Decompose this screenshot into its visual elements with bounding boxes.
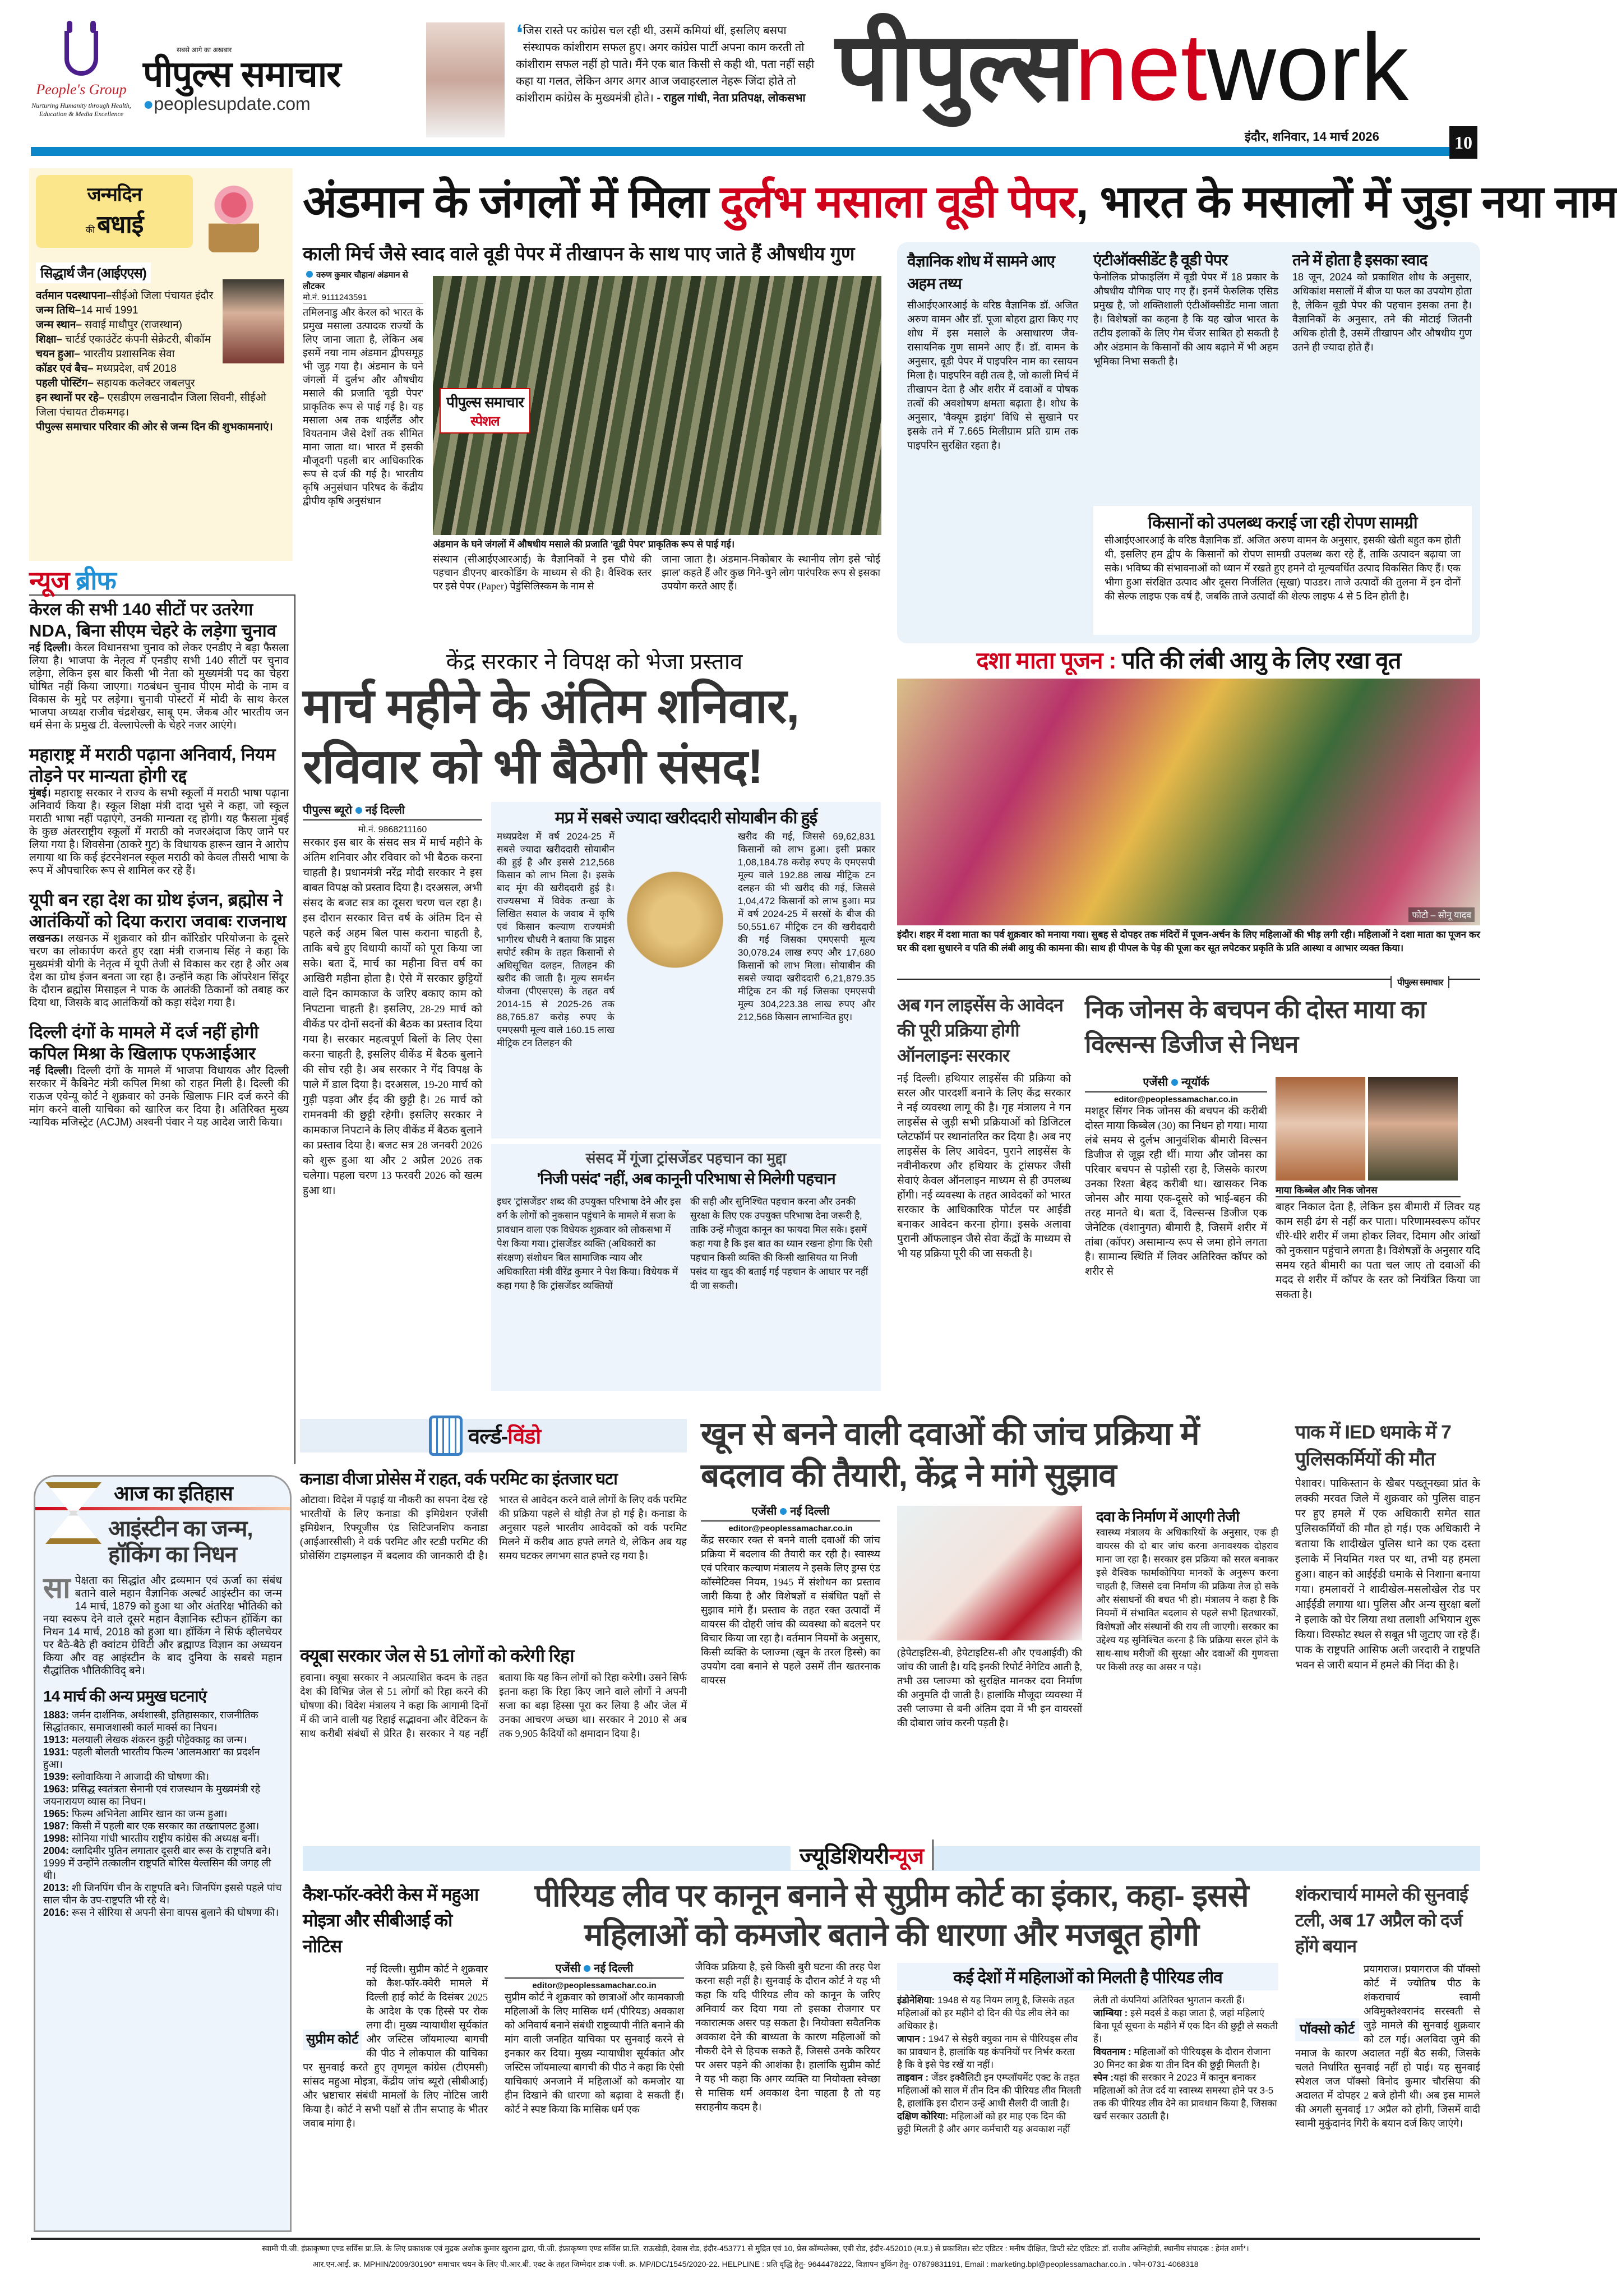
quote-text: जिस रास्ते पर कांग्रेस चल रही थी, उसमें कमियां थीं, इसलिए बसपा संस्थापक कांशीराम सफल हुए। अगर कांग्रेस पार्टी अपना काम करती तो कांशीराम सफल नहीं हो पाते। मैंने एक बात किसी से कही थी, पता नहीं सही कहा या गलत, लेकिन अगर अगर आज जवाहरलाल नेहरू जिंदा होते तो कांशीराम कांग्रेस के मुख्यमंत्री होते।: [516, 25, 815, 104]
quote-icon: ❛: [516, 21, 523, 46]
country-item: स्पेन :यहां की सरकार ने 2023 में कानून बनाकर महिलाओं को तेज दर्द या स्वास्थ्य समस्या होने पर 3-5 तक की पीरियड लीव देने का प्रावधान किया है, जिसका खर्च सरकार उठाती है।: [1093, 2072, 1277, 2122]
drug-manufacturing-box: दवा के निर्माण में आएगी तेजी स्वास्थ्य मंत्रालय के अधिकारियों के अनुसार, एक ही वायरस की दो बार जांच करना अनावश्यक दोहराव माना जा रहा है। सरकार इस प्रक्रिया को सरल बनाकर इसे वैश्विक फार्माकोपिया मानकों के अनुरूप करना चाहती है, जिससे दवा निर्माण की प्रक्रिया तेज हो सके और संसाधनों की बचत भी हो। मंत्रालय ने कहा है कि नियमों में संभावित बदलाव से पहले सभी हितधारकों, विशेषज्ञों और संस्थानों की राय ली जाएगी। सरकार का उद्देश्य यह सुनिश्चित करना है कि प्रक्रिया सरल होने के साथ-साथ मरीजों की सुरक्षा और दवाओं की गुणवत्ता पर किसी तरह का असर न पड़े।: [1096, 1508, 1278, 1672]
blood-byline: एजेंसी नई दिल्ली: [701, 1503, 880, 1522]
nick-email[interactable]: editor@peoplessamachar.co.in: [1114, 1095, 1239, 1104]
lead-body-cont-1: संस्थान (सीआईएआरआई) के वैज्ञानिकों ने इस पौधे की पहचान डीएनए बारकोडिंग के माध्यम से की है। वैश्विक स्तर पर इसे पेपर (Paper) पेडुंसिलिस्कम के नाम से: [433, 554, 652, 592]
detail-row: कॉडर एवं बैच– मध्यप्रदेश, वर्ष 2018: [36, 363, 177, 375]
event-item: 2016: रूस ने सीरिया से अपनी सेना वापस बुलाने की घोषणा की।: [43, 1907, 279, 1918]
brief-headline: महाराष्ट्र में मराठी पढ़ाना अनिवार्य, नियम तोड़ने पर मान्यता होगी रद्द: [29, 745, 276, 786]
country-item: ताइवान : जेंडर इक्वैलिटी इन एम्प्लॉयमेंट एक्ट के तहत महिलाओं को साल में तीन दिन की पीरियड लीव मिलती है, हालांकि इस दौरान उन्हें आधी सैलरी दी जाती है।: [897, 2072, 1082, 2109]
page-number: 10: [1449, 126, 1477, 159]
lead-subheadline: काली मिर्च जैसे स्वाद वाले वूडी पेपर में तीखापन के साथ पाए जाते हैं औषधीय गुण: [303, 243, 855, 265]
history-title: आज का इतिहास: [114, 1482, 233, 1505]
birthday-box: [29, 168, 293, 561]
group-emblem-icon: [64, 31, 98, 76]
parliament-body-col: [303, 802, 482, 1391]
birthday-wish: पीपुल्स समाचार परिवार की ओर से जन्म दिन की शुभकामनाएं।: [36, 421, 273, 433]
cuba-story: क्यूबा सरकार जेल से 51 लोगों को करेगी रिहा हवाना। क्यूबा सरकार ने अप्रत्याशित कदम के तहत देश की विभिन्न जेल से 51 लोगों को रिहा करने की घोषणा की। विदेश मंत्रालय ने कहा कि आगामी दिनों में की जाने वाली यह रिहाई सद्भावना और वेटिकन के साथ करीबी संबंधों से प्रेरित है। सरकार ने यह नहीं बताया कि यह किन लोगों को रिहा करेगी। उसने सिर्फ इतना कहा कि रिहा किए जाने वाले लोगों ने अपनी सजा का बड़ा हिस्सा पूरा कर लिया है और जेल में उनका आचरण अच्छा था। सरकार ने 2010 से अब तक 9,905 कैदियों को क्षमादान दिया है।: [300, 1645, 687, 1739]
event-item: 1913: मलयाली लेखक शंकरन कुट्टी पोट्टेक्काट्ट का जन्म।: [43, 1734, 247, 1745]
footer-rule: [31, 2238, 1480, 2240]
section-tag: पीपुल्स समाचार: [1390, 976, 1449, 988]
flower-basket-icon: [209, 179, 259, 252]
period-body-col: एजेंसी नई दिल्ली editor@peoplessamachar.co.in सुप्रीम कोर्ट ने शुक्रवार को छात्राओं और कामकाजी महिलाओं के लिए मासिक धर्म (पीरियड) अवकाश को अनिवार्य बनाने संबंधी राष्ट्रव्यापी नीति बनाने की मांग वाली जनहित याचिका पर सुनवाई करने से इनकार कर दिया। मुख्य न्यायाधीश सूर्यकांत और जस्टिस जॉयमाल्या बागची की पीठ ने कहा कि ऐसी याचिकाएं अनजाने में महिलाओं को कमजोर या हीन दिखाने की धारणा को बढ़ावा दे सकती हैं। कोर्ट ने स्पष्ट किया कि मासिक धर्म एक: [505, 1960, 684, 2229]
nick-headline: निक जोनस के बचपन की दोस्त माया का विल्सन्स डिजीज से निधन: [1085, 996, 1426, 1058]
fact-1: वैज्ञानिक शोध में सामने आए अहम तथ्य सीआईएआरआई के वरिष्ठ वैज्ञानिक डॉ. अजित अरुण वामन और डॉ. पूजा बोहरा द्वारा किए गए शोध में इस मसाले के असाधारण जैव-रासायनिक गुण सामने आए हैं। डॉ. वामन के अनुसार, वूडी पेपर में पाइपरिन नाम का रसायन मिला है। पाइपरिन वही तत्व है, जो काली मिर्च में तीखापन देता है और शरीर में दवाओं व पोषक तत्वों की अवशोषण क्षमता बढ़ाता है। शोध के अनुसार, 'वैक्यूम ड्राइंग' विधि से सुखाने पर इसके तने में 7.665 मिलीग्राम प्रति ग्राम तक पाइपरिन सुरक्षित रहता है।: [907, 252, 1078, 451]
quote-box: [516, 22, 821, 107]
history-box: [34, 1475, 292, 2232]
brief-item: [29, 599, 289, 732]
news-brief: [29, 566, 295, 1467]
lead-body-cont-2: जाना जाता है। अंडमान-निकोबार के स्थानीय लोग इसे 'चोई झाल' कहते हैं और कुछ गिने-चुने लोग पारंपरिक रूप से इसका उपयोग करते आए हैं।: [662, 554, 880, 592]
pocso-inset: पॉक्सो कोर्ट: [1295, 2018, 1359, 2041]
event-item: 1998: सोनिया गांधी भारतीय राष्ट्रीय कांग्रेस की अध्यक्ष बनीं।: [43, 1833, 260, 1844]
birthday-banner: जन्मदिन की बधाई: [36, 175, 193, 248]
parliament-body: सरकार इस बार के संसद सत्र में मार्च महीने के अंतिम शनिवार और रविवार को भी बैठक करना चाहती है। प्रधानमंत्री नरेंद्र मोदी सरकार ने इस बाबत विपक्ष को प्रस्ताव दिया है। दरअसल, अभी संसद के बजट सत्र का दूसरा चरण चल रहा है। इस दौरान सरकार वित्त वर्ष के अंतिम दिन से पहले कई अहम बिल पास कराना चाहती है, ताकि बचे हुए विधायी कार्यों को पूरा किया जा सके। बता दें, मार्च का महीना वित्त वर्ष का आखिरी महीना होता है। ऐसे में सरकार छुट्टियों वाले दिन कामकाज के जरिए बकाए काम को निपटाना चाहती है। इसलिए, 28-29 मार्च को वीकेंड पर दोनों सदनों की बैठक का प्रस्ताव दिया गया है। सरकार महत्वपूर्ण बिलों के लिए ऐसा करना चाहती है, इसलिए वीकेंड में बैठक बुलाने की सोच रही है। अब सरकार ने गेंद विपक्ष के पाले में डाल दिया है। दरअसल, 19-20 मार्च को गुड़ी पड़वा और ईद की छुट्टी है। 26 मार्च को रामनवमी की छुट्टी रहेगी। इसलिए सरकार ने कामकाज निपटाने के लिए वीकेंड में बैठक बुलाने का प्रस्ताव दिया है। बजट सत्र 28 जनवरी 2026 को शुरू हुआ था और 2 अप्रैल 2026 तक चलेगा। पहला चरण 13 फरवरी 2026 को खत्म हुआ था।: [303, 837, 482, 1197]
brief-headline: दिल्ली दंगों के मामले में दर्ज नहीं होगी कपिल मिश्रा के खिलाफ एफआईआर: [29, 1022, 259, 1063]
bullet-icon: [780, 1508, 787, 1515]
special-stamp: पीपुल्स समाचार स्पेशल: [440, 388, 530, 434]
event-item: 1965: फिल्म अभिनेता आमिर खान का जन्म हुआ।: [43, 1808, 228, 1819]
history-headline: आइंस्टीन का जन्म, हॉकिंग का निधन: [108, 1516, 253, 1567]
country-item: दक्षिण कोरिया: महिलाओं को हर माह एक दिन की छुट्टी मिलती है और अगर कर्मचारी यह अवकाश नहीं लेती तो कंपनियां अतिरिक्त भुगतान करती हैं।: [897, 1995, 1245, 2134]
detail-row: जन्म स्थान– सवाई माधौपुर (राजस्थान): [36, 319, 182, 331]
detail-row: वर्तमान पदस्थापना–सीईओ जिला पंचायत इंदौर: [36, 290, 214, 302]
detail-row: शिक्षा– चार्टर्ड एकाउंटेंट कंपनी सेक्रेटरी, बीकॉम: [36, 334, 211, 345]
dasha-caption: इंदौर। शहर में दशा माता का पर्व शुक्रवार को मनाया गया। सुबह से दोपहर तक मंदिरों में पूजन-अर्चन के लिए महिलाओं की भीड़ लगी रही। महिलाओं ने दशा माता का पूजन कर घर की दशा सुधारने व पति की लंबी आयु की कामना की। साथ ही पीपल के पेड़ की पूजा कर सूत लपेटकर प्रकृति के प्रति आस्था व आभार व्यक्त किया।: [897, 929, 1480, 953]
parliament-phone: मो.नं. 9868211160: [358, 825, 427, 835]
brief-body: नई दिल्ली। दिल्ली दंगों के मामले में भाजपा विधायक और दिल्ली सरकार में कैबिनेट मंत्री कपिल मिश्रा को राहत मिली है। दिल्ली की राऊज एवेन्यू कोर्ट ने शुक्रवार को उनके खिलाफ FIR दर्ज करने की मांग करने वाली याचिका को खारिज कर दिया है। अतिरिक्त मुख्य न्यायिक मजिस्ट्रेट (ACJM) अश्वनी पंवार ने यह आदेश जारी किया।: [29, 1065, 289, 1128]
lead-phone: मो.नं. 9111243591: [303, 292, 423, 303]
detail-row: जन्म तिथि–14 मार्च 1991: [36, 305, 138, 316]
masthead: [0, 0, 1502, 157]
dateline: इंदौर, शनिवार, 14 मार्च 2026: [1245, 130, 1379, 144]
period-body-2: जैविक प्रक्रिया है, इसे किसी बुरी घटना की तरह पेश करना सही नहीं है। सुनवाई के दौरान कोर्ट ने यह भी कहा कि यदि पीरियड लीव को कानून के जरिए अनिवार्य कर दिया गया तो इसका रोजगार पर नकारात्मक असर पड़ सकता है। नियोक्ता सवैतनिक अवकाश देने की बाध्यता के कारण महिलाओं को नौकरी देने से हिचक सकते हैं, जिससे उनके करियर पर असर पड़ने की आशंका है। हालांकि सुप्रीम कोर्ट ने यह भी कहा कि अगर व्यक्ति या नियोक्ता स्वेच्छा से मासिक धर्म अवकाश देना चाहता है तो यह सराहनीय कदम है।: [695, 1961, 880, 2113]
dasha-headline: दशा माता पूजन : पति की लंबी आयु के लिए रखा वृत: [976, 647, 1401, 674]
samachar-tagline: सबसे आगे का अखबार: [177, 46, 232, 54]
soy-body-1: मध्यप्रदेश में वर्ष 2024-25 में सबसे ज्यादा खरीददारी सोयाबीन की हुई है और इससे 212,568 किसान को लाभ मिला है। इसके बाद मूंग की खरीददारी हुई है। राज्यसभा में विवेक तन्खा के लिखित सवाल के जवाब में कृषि एवं किसान कल्याण राज्यमंत्री भागीरथ चौधरी ने बताया कि प्राइस सपोर्ट स्कीम के तहत किसानों से अधिसूचित दलहन, तिलहन की खरीद की जाती है। मूल्य समर्थन योजना (पीएसएस) के तहत वर्ष 2014-15 से 2025-26 तक 88,765.87 करोड़ रुपए के एमएसपी मूल्य वाले 160.15 लाख मीट्रिक टन तिलहन की: [497, 831, 615, 1048]
judiciary-title: ज्यूडिशियरीन्यूज: [791, 1839, 934, 1870]
event-item: 2013: शी जिनपिंग चीन के राष्ट्रपति बने। जिनपिंग इससे पहले पांच साल चीन के उप-राष्ट्रपति भी रहे थे।: [43, 1882, 282, 1906]
nick-photo-caption: माया किब्बेल और निक जोनस: [1276, 1183, 1461, 1197]
footer-imprint-1: स्वामी पी.जी. इंफ्राकृष्णा एण्ड सर्विस प्रा.लि. के लिए प्रकाशक एवं मुद्रक अशोक कुमार खुराना द्वारा, पी.जी. इंफ्राकृष्णा एण्ड सर्विस प्रा.लि. राऊखेड़ी, देवास रोड, इंदौर-453771 से मुद्रित एवं 10, प्रेस कॉम्पलेक्स, एबी रोड, इंदौर-452010 (म.प्र.) से प्रकाशित। स्टेट एडिटर : मनीष दीक्षित, डिप्टी स्टेट एडिटर: डॉ. राजीव अग्निहोत्री, स्थानीय संपादक : हेमंत शर्मा*।: [262, 2244, 1249, 2253]
blood-email[interactable]: editor@peoplessamachar.co.in: [728, 1524, 853, 1533]
brief-item: [29, 1022, 289, 1129]
gun-license-story: अब गन लाइसेंस के आवेदन की पूरी प्रक्रिया होगी ऑनलाइनः सरकार नई दिल्ली। हथियार लाइसेंस की प्रक्रिया को सरल और पारदर्शी बनाने के लिए केंद्र सरकार ने नई व्यवस्था लागू की है। गृह मंत्रालय ने गन लाइसेंस से जुड़ी सभी प्रक्रियाओं को डिजिटल प्लेटफॉर्म पर स्थानांतरित कर दिया है। अब नए लाइसेंस के लिए आवेदन, पुराने लाइसेंस के नवीनीकरण और हथियार के ट्रांसफर जैसी सेवाएं केवल ऑनलाइन माध्यम से ही उपलब्ध होंगी। नई व्यवस्था के तहत आवेदकों को भारत सरकार के आधिकारिक पोर्टल पर आईडी बनाकर आवेदन करना होगा। इसके अलावा पुरानी ऑफलाइन जैसे सेवा केंद्रों के माध्यम से भी यह प्रक्रिया पूरी की जा सकती है।: [897, 995, 1071, 1260]
canada-story: कनाडा वीजा प्रोसेस में राहत, वर्क परमिट का इंतजार घटा ओटावा। विदेश में पढ़ाई या नौकरी का सपना देख रहे भारतीयों के लिए कनाडा की इमिग्रेशन एजेंसी इमिग्रेशन, रिफ्यूजीस एंड सिटिजनशिप कनाडा (आईआरसीसी) ने वर्क परमिट और स्टडी परमिट की प्रोसेसिंग टाइमलाइन में बदलाव की जानकारी दी है। भारत से आवेदन करने वाले लोगों के लिए वर्क परमिट की प्रक्रिया पहले से थोड़ी तेज हो गई है। कनाडा के अनुसार पहले भारतीय आवेदकों को वर्क परमिट मिलने में करीब आठ हफ्ते लगते थे, लेकिन अब यह समय घटकर लगभग सात हफ्ते रह गया है।: [300, 1470, 687, 1561]
birthday-photo: [223, 279, 284, 363]
fact-3: तने में होता है इसका स्वाद 18 जून, 2024 को प्रकाशित शोध के अनुसार, अधिकांश मसालों में बीज या फल का उपयोग होता है, लेकिन वूडी पेपर की पहचान इसका तना है। वैज्ञानिकों के अनुसार, तने की मोटाई जितनी अधिक होती है, उसमें तीखापन और औषधीय गुण उतने ही ज्यादा होते हैं।: [1292, 251, 1472, 353]
samachar-wordmark: पीपुल्स समाचार: [143, 54, 341, 94]
lead-headline: अंडमान के जंगलों में मिला दुर्लभ मसाला वूडी पेपर, भारत के मसालों में जुड़ा नया नाम: [303, 177, 1617, 227]
lead-body: तमिलनाडु और केरल को भारत के प्रमुख मसाला उत्पादक राज्यों के लिए जाना जाता है, लेकिन अब इसमें नया नाम अंडमान द्वीपसमूह भी जुड़ गया है। अंडमान के घने जंगलों में दुर्लभ और औषधीय मसाले की प्रजाति 'वूडी पेपर' प्राकृतिक रूप से पाई गई है। यह मसाला अब तक थाईलैंड और वियतनाम जैसे देशों तक सीमित माना जाता था। भारत में इसकी मौजूदगी पहली बार आधिकारिक रूप से दर्ज की गई है। भारतीय कृषि अनुसंधान परिषद के केंद्रीय द्वीपीय कृषि अनुसंधान: [303, 307, 423, 506]
world-window-header: वर्ल्ड-विंडो: [300, 1419, 687, 1453]
cash-for-query-story: कैश-फॉर-क्वेरी केस में महुआ मोइत्रा और सीबीआई को नोटिस सुप्रीम कोर्ट नई दिल्ली। सुप्रीम कोर्ट ने शुक्रवार को कैश-फॉर-क्वेरी मामले में दिल्ली हाई कोर्ट के दिसंबर 2025 के आदेश के एक हिस्से पर रोक लगा दी। मुख्य न्यायाधीश सूर्यकांत और जस्टिस जॉयमाल्या बागची की पीठ ने लोकपाल की याचिका पर सुनवाई करते हुए तृणमूल कांग्रेस (टीएमसी) सांसद महुआ मोइत्रा, केंद्रीय जांच ब्यूरो (सीबीआई) और भ्रष्टाचार संबंधी मामलों के लिए नोटिस जारी किया है। कोर्ट ने सभी पक्षों से तीन सप्ताह के भीतर जवाब मांगा है।: [303, 1884, 488, 2129]
woody-pepper-caption: अंडमान के घने जंगलों में औषधीय मसाले की प्रजाति 'वूडी पेपर' प्राकृतिक रूप से पाई गई।: [433, 539, 735, 550]
brief-body: लखनऊ। लखनऊ में शुक्रवार को ग्रीन कॉरिडोर परियोजना के दूसरे चरण का लोकार्पण करते हुए रक्षा मंत्री राजनाथ सिंह ने कहा कि मुख्यमंत्री योगी के नेतृत्व में यूपी तेजी से विकास कर रहा है और अब देश का ग्रोथ इंजन बनता जा रहा है। उन्होंने कहा कि ऑपरेशन सिंदूर के दौरान ब्रह्मोस मिसाइल ने पाक के आतंकी ठिकानों को तबाह कर दिया था, जिसके बाद आतंकियों को कड़ा संदेश गया है।: [29, 933, 289, 1009]
countries-list: [897, 1994, 1278, 2136]
samachar-logo: [143, 45, 378, 114]
parliament-headline: मार्च महीने के अंतिम शनिवार, रविवार को भी बैठेगी संसद!: [303, 679, 800, 794]
event-item: 1931: पहली बोलती भारतीय फिल्म 'आलमआरा' का प्रदर्शन हुआ।: [43, 1746, 260, 1770]
brief-headline: केरल की सभी 140 सीटों पर उतरेगा NDA, बिना सीएम चेहरे के लड़ेगा चुनाव: [29, 600, 276, 640]
news-brief-title: न्यूज ब्रीफ: [29, 566, 116, 595]
soybean-image: [619, 864, 731, 976]
peoples-group-logo: [25, 31, 137, 137]
bullet-icon: [584, 1965, 590, 1972]
parliament-kicker: केंद्र सरकार ने विपक्ष को भेजा प्रस्ताव: [446, 649, 743, 674]
bullet-icon: [355, 807, 362, 814]
event-item: 1883: जर्मन दार्शनिक, अर्थशास्त्री, इतिहासकार, राजनीतिक सिद्धांतकार, समाजशास्त्री कार्ल मार्क्स का निधन।: [43, 1709, 258, 1733]
blood-headline: खून से बनने वाली दवाओं की जांच प्रक्रिया में बदलाव की तैयारी, केंद्र ने मांगे सुझाव: [701, 1416, 1199, 1493]
nick-body-col: एजेंसी न्यूयॉर्क editor@peoplessamachar.co.in मशहूर सिंगर निक जोनस की बचपन की करीबी दोस्त माया किब्बेल (30) का निधन हो गया। माया लंबे समय से दुर्लभ आनुवंशिक बीमारी विल्सन डिजीज से जूझ रही थीं। माया और जोनस का परिवार बचपन से पड़ोसी रहा है, जिसके कारण उनका रिश्ता बेहद करीबी था। खासकर निक जोनस और माया एक-दूसरे को भाई-बहन की तरह मानते थे। बता दें, विल्सन्स डिजीज एक जेनेटिक (वंशानुगत) बीमारी है, जिसमें शरीर में तांबा (कॉपर) असामान्य रूप से जमा होने लगता है। सामान्य स्थिति में लिवर अतिरिक्त कॉपर को शरीर से: [1085, 1074, 1267, 1394]
farmers-box: किसानों को उपलब्ध कराई जा रही रोपण सामग्री सीआईएआरआई के वरिष्ठ वैज्ञानिक डॉ. अजित अरुण वामन के अनुसार, इसकी खेती बहुत कम होती थी, इसलिए हम द्वीप के किसानों को रोपण सामग्री उपलब्ध करा रहे हैं, ताकि उत्पादन बढ़ाया जा सके। भविष्य की संभावनाओं को ध्यान में रखते हुए हमने दो मूल्यवर्धित उत्पाद विकसित किए हैं। एक भीगा हुआ संरक्षित उत्पाद और दूसरा निर्जलित (सूखा) पाउडर। ताजे उत्पादों की तुलना में इन दोनों की सेल्फ लाइफ एक वर्ष है, जबकि ताजे उत्पादों की शेल्फ लाइफ 4 से 5 दिन होती है।: [1093, 506, 1472, 635]
brief-item: [29, 744, 289, 877]
events-title: 14 मार्च की अन्य प्रमुख घटनाएं: [43, 1688, 206, 1705]
period-email[interactable]: editor@peoplessamachar.co.in: [532, 1981, 657, 1990]
woody-facts-box: [897, 242, 1480, 643]
lead-body-col: [303, 269, 423, 561]
bullet-icon: [306, 271, 313, 278]
blood-body-2: (हेपेटाइटिस-बी, हेपेटाइटिस-सी और एचआईवी) की जांच की जाती है। यदि इनकी रिपोर्ट नेगेटिव आती है, तभी उस प्लाज्मा को सुरक्षित मानकर दवा निर्माण की अनुमति दी जाती है। हालांकि मौजूदा व्यवस्था में उसी प्लाज्मा से बनी अंतिम दवा में भी इन वायरसों की दोबारा जांच करनी पड़ती है।: [897, 1647, 1082, 1728]
event-item: 2004: व्लादिमीर पुतिन लगातार दूसरी बार रूस के राष्ट्रपति बने। 1999 में उन्होंने तत्कालीन राष्ट्रपति बोरिस येल्तसिन की जगह ली थी।: [43, 1845, 271, 1881]
rahul-gandhi-photo: [426, 22, 505, 137]
blood-body-col: एजेंसी नई दिल्ली editor@peoplessamachar.co.in केंद्र सरकार रक्त से बनने वाली दवाओं की जांच प्रक्रिया में बदलाव की तैयारी कर रही है। स्वास्थ्य एवं परिवार कल्याण मंत्रालय ने इसके लिए ड्रग्स एंड कॉस्मेटिक्स नियम, 1945 में संशोधन का प्रस्ताव जारी किया है और विशेषज्ञों व संबंधित पक्षों से सुझाव मांगे हैं। प्रस्ताव के तहत रक्त उत्पादों में वायरस की दोहरी जांच की व्यवस्था को बदलने पर विचार किया जा रहा है। वर्तमान नियमों के अनुसार, किसी व्यक्ति के प्लाज्मा (खून के तरल हिस्से) का उपयोग दवा बनाने से पहले उसमें तीन खतरनाक वायरस: [701, 1503, 880, 1834]
detail-row: पहली पोस्टिंग– सहायक कलेक्टर जबलपुर: [36, 377, 195, 389]
dasha-photo: [897, 679, 1480, 925]
soybean-box: मप्र में सबसे ज्यादा खरीददारी सोयाबीन की हुई मध्यप्रदेश में वर्ष 2024-25 में सबसे ज्यादा खरीददारी सोयाबीन की हुई है और इससे 212,568 किसान को लाभ मिला है। इसके बाद मूंग की खरीददारी हुई है। राज्यसभा में विवेक तन्खा के लिखित सवाल के जवाब में कृषि एवं किसान कल्याण राज्यमंत्री भागीरथ चौधरी ने बताया कि प्राइस सपोर्ट स्कीम के तहत किसानों से अधिसूचित दलहन, तिलहन की खरीद की जाती है। मूल्य समर्थन योजना (पीएसएस) के तहत वर्ष 2014-15 से 2025-26 तक 88,765.87 करोड़ रुपए के एमएसपी मूल्य वाले 160.15 लाख मीट्रिक टन तिलहन की खरीद की गई, जिससे 69,62,831 किसानों को लाभ हुआ। इसी प्रकार 1,08,184.78 करोड़ रुपए के एमएसपी मूल्य वाले 192.88 लाख मीट्रिक टन दलहन की भी खरीद की गई, जिससे 1,04,472 किसानों को लाभ हुआ। मप्र में वर्ष 2024-25 में सरसों के बीज की 50,551.67 मीट्रिक टन की खरीददारी की गई जिसका एमएसपी मूल्य 30,078.24 लाख रुपए और 17,680 किसानों को लाभ मिला। सोयाबीन की सबसे ज्यादा खरीददारी 6,21,879.35 मीट्रिक टन की गई जिसका एमएसपी मूल्य 304,223.38 लाख रुपए और 212,568 किसान लाभान्वित हुए।: [491, 802, 881, 1138]
group-name: People's Group: [36, 81, 127, 98]
country-item: इंडोनेशिया: 1948 से यह नियम लागू है, जिसके तहत महिलाओं को हर महीने दो दिन की पेड लीव लेने का अधिकार है।: [897, 1995, 1075, 2031]
birthday-name: सिद्धार्थ जैन (आईएएस): [36, 262, 151, 283]
transgender-box: संसद में गूंजा ट्रांसजेंडर पहचान का मुद्दा 'निजी पसंद' नहीं, अब कानूनी परिभाषा से मिलेगी पहचान इधर 'ट्रांसजेंडर' शब्द की उपयुक्त परिभाषा देने और इस वर्ग के लोगों को नुकसान पहुंचाने के मामले में सजा के प्रावधान वाला एक विधेयक शुक्रवार को लोकसभा में पेश किया गया। ट्रांसजेंडर व्यक्ति (अधिकारों का संरक्षण) संशोधन बिल सामाजिक न्याय और अधिकारिता मंत्री वीरेंद्र कुमार ने पेश किया। विधेयक में कहा गया है कि ट्रांसजेंडर व्यक्तियों की सही और सुनिश्चित पहचान करना और उनकी सुरक्षा के लिए एक उपयुक्त परिभाषा देना जरूरी है, ताकि उन्हें मौजूदा कानून का फायदा मिल सके। इसमें कहा गया है कि इस बात का ध्यान रखना होगा कि ऐसी पहचान किसी व्यक्ति की किसी खासियत या निजी पसंद या खुद की बताई गई पहचान के आधार पर नहीं दी जा सकती।: [491, 1144, 881, 1391]
brief-body: मुंबई। महाराष्ट्र सरकार ने राज्य के सभी स्कूलों में मराठी भाषा पढ़ाना अनिवार्य किया है। स्कूल शिक्षा मंत्री दादा भुसे ने कहा, जो स्कूल मराठी भाषा नहीं पढ़ाएंगे, उनकी मान्यता रद्द होगी। यह फैसला मुंबई के कुछ अंतरराष्ट्रीय स्कूलों में मराठी को नजरअंदाज किए जाने पर लिया गया है। शिवसेना (ठाकरे गुट) के विधायक हारून खान ने आरोप लगाया था कि कई इंटरनेशनल स्कूल मराठी को केवल तीसरी भाषा के रूप में औपचारिक रूप से शामिल कर रहे हैं।: [29, 787, 289, 877]
blood-sample-photo: [897, 1506, 1082, 1640]
soy-body-2: खरीद की गई, जिससे 69,62,831 किसानों को लाभ हुआ। इसी प्रकार 1,08,184.78 करोड़ रुपए के एमएसपी मूल्य वाले 192.88 लाख मीट्रिक टन दलहन की भी खरीद की गई, जिससे 1,04,472 किसानों को लाभ हुआ। मप्र में वर्ष 2024-25 में सरसों के बीज की 50,551.67 मीट्रिक टन की खरीददारी की गई जिसका एमएसपी मूल्य 30,078.24 लाख रुपए और 17,680 किसानों को लाभ मिला। सोयाबीन की सबसे ज्यादा खरीददारी 6,21,879.35 मीट्रिक टन की गई जिसका एमएसपी मूल्य 304,223.38 लाख रुपए और 212,568 किसान लाभान्वित हुए।: [738, 831, 875, 1022]
group-tagline: Nurturing Humanity through Health, Education & Media Excellence: [31, 102, 131, 118]
globe-icon: [429, 1416, 463, 1456]
period-byline: एजेंसी नई दिल्ली: [505, 1960, 684, 1979]
event-item: 1939: स्लोवाकिया ने आजादी की घोषणा की।: [43, 1771, 209, 1782]
birthday-details: [36, 289, 221, 347]
photo-credit: फोटो – सोनू यादव: [1408, 907, 1475, 922]
website-dot-icon: ●: [143, 94, 154, 114]
website-link[interactable]: ●peoplesupdate.com: [143, 94, 311, 114]
event-item: 1987: किसी में पहली बार एक सरकार का तख्तापलट हुआ।: [43, 1820, 260, 1832]
nick-body-2: बाहर निकाल देता है, लेकिन इस बीमारी में लिवर यह काम सही ढंग से नहीं कर पाता। परिणामस्वरूप कॉपर धीरे-धीरे शरीर में जमा होकर लिवर, दिमाग और आंखों को नुकसान पहुंचाने लगता है। विशेषज्ञों के अनुसार यदि समय रहते बीमारी का पता चल जाए तो दवाओं की मदद से शरीर में कॉपर के स्तर को नियंत्रित किया जा सकता है।: [1276, 1201, 1480, 1301]
shankaracharya-story: शंकराचार्य मामले की सुनवाई टली, अब 17 अप्रैल को दर्ज होंगे बयान पॉक्सो कोर्ट प्रयागराज। प्रयागराज की पॉक्सो कोर्ट में ज्योतिष पीठ के शंकराचार्य स्वामी अविमुक्तेश्वरानंद सरस्वती से जुड़े मामले की सुनवाई शुक्रवार को टल गई। अलविदा जुमे की नमाज के कारण अदालत नहीं बैठ सकी, जिसके चलते निर्धारित सुनवाई नहीं हो पाई। यह सुनवाई स्पेशल जज पॉक्सो विनोद कुमार चौरसिया की अदालत में दोपहर 2 बजे होनी थी। अब इस मामले की अगली सुनवाई 17 अप्रैल को होगी, जिसमें वादी स्वामी मुकुंदानंद गिरी के बयान दर्ज किए जाएंगे।: [1295, 1884, 1480, 2129]
history-body: सापेक्षता का सिद्धांत और द्रव्यमान एवं ऊर्जा का संबंध बताने वाले महान वैज्ञानिक अल्बर्ट आइंस्टीन का जन्म 14 मार्च, 1879 को हुआ था और अंतरिक्ष भौतिकी को नया स्वरूप देने वाले दूसरे महान वैज्ञानिक स्टीफन हॉकिंग का निधन 14 मार्च, 2018 को हुआ था। हॉकिंग ने सिर्फ व्हीलचेयर पर बैठे-बैठे ही क्वांटम ग्रेविटी और ब्रह्माण्ड विज्ञान का अध्ययन किया और वह आइंस्टीन के बाद दुनिया के सबसे महान सैद्धांतिक भौतिकीविद् बने।: [43, 1572, 282, 1677]
nick-jonas-photo: [1368, 1077, 1458, 1181]
network-logo: पीपुल्सnetwork: [835, 14, 1409, 121]
footer-imprint-2: आर.एन.आई. क्र. MPHIN/2009/30190* समाचार चयन के लिए पी.आर.बी. एक्ट के तहत जिम्मेदार डाक पंजी. क्र. MP/IDC/1545/2020-22. HELPLINE : प्रति वृद्धि हेतु- 9644478222, विज्ञापन बुकिंग हेतु- 07879831191, Email : marketing.bpl@peoplessamachar.co.in . फोन-0731-4068318: [312, 2260, 1199, 2269]
country-item: वियतनाम : महिलाओं को पीरियड्स के दौरान रोजाना 30 मिनट का ब्रेक या तीन दिन की छुट्टी मिलती है।: [1093, 2046, 1270, 2070]
period-headline: पीरियड लीव पर कानून बनाने से सुप्रीम कोर्ट का इंकार, कहा- इससे महिलाओं को कमजोर बताने की धारणा और मजबूत होगी: [534, 1878, 1249, 1952]
event-item: 1963: प्रसिद्ध स्वतंत्रता सेनानी एवं राजस्थान के मुख्यमंत्री रहे जयनारायण व्यास का निधन।: [43, 1783, 261, 1807]
cash-inset: सुप्रीम कोर्ट: [303, 2030, 362, 2050]
masthead-blue-bar: [31, 147, 1449, 156]
lead-byline: वरुण कुमार चौहान/ अंडमान से लौटकर: [303, 270, 408, 291]
events-list: [35, 1709, 290, 1919]
fact-2: एंटीऑक्सीडेंट है वूडी पेपर फेनोलिक प्रोफाइलिंग में वूडी पेपर में 18 प्रकार के औषधीय यौगिक पाए गए हैं। इनमें फेरुलिक एसिड प्रमुख है, जो शक्तिशाली एंटीऑक्सीडेंट माना जाता है। विशेषज्ञों का कहना है कि यह खोज भारत के तटीय इलाकों के लिए गेम चेंजर साबित हो सकती है और अंडमान के किसानों की आय बढ़ाने में भी अहम भूमिका निभा सकती है।: [1093, 251, 1278, 367]
bullet-icon: [1171, 1079, 1178, 1086]
country-item: जाम्बिया : इसे मदर्स डे कहा जाता है, जहां महिलाएं बिना पूर्व सूचना के महीने में एक दिन की छुट्टी ले सकती हैं।: [1093, 2008, 1278, 2044]
pak-ied-story: पाक में IED धमाके में 7 पुलिसकर्मियों की मौत पेशावर। पाकिस्तान के खैबर पख्तूनख्वा प्रांत के लक्की मरवत जिले में शुक्रवार को पुलिस वाहन पर हुए हमले में एक अधिकारी समेत सात पुलिसकर्मियों की मौत हो गई। एक अधिकारी ने बताया कि शादीखेल पुलिस थाने का एक दस्ता इलाके में नियमित गश्त पर था, तभी यह हमला हुआ। वाहन को आईईडी धमाके से निशाना बनाया गया। हमलावरों ने शादीखेल-मसलोखेल रोड पर आईईडी लगाया था। पुलिस और अन्य सुरक्षा बलों ने इलाके को घेर लिया तथा तलाशी अभियान शुरू किया। विस्फोट स्थल से सबूत भी जुटाए जा रहे हैं। पाक के राष्ट्रपति आसिफ अली जरदारी ने राष्ट्रपति भवन से जारी बयान में हमले की निंदा की है।: [1295, 1422, 1480, 1671]
nick-byline: एजेंसी न्यूयॉर्क: [1085, 1074, 1267, 1092]
maya-kibbel-photo: [1276, 1077, 1365, 1181]
brief-headline: यूपी बन रहा देश का ग्रोथ इंजन, ब्रह्मोस ने आतंकियों को दिया करारा जवाबः राजनाथ: [29, 890, 287, 931]
period-countries-box: कई देशों में महिलाओं को मिलती है पीरियड लीव इंडोनेशिया: 1948 से यह नियम लागू है, जिसके तहत महिलाओं को हर महीने दो दिन की पेड लीव लेने का अधिकार है। जापान : 1947 से सेइरी क्युका नाम से पीरियड्स लीव का प्रावधान है, हालांकि यह कंपनियों पर निर्भर करता है कि वे इसे पेड रखें या नहीं। ताइवान : जेंडर इक्वैलिटी इन एम्प्लॉयमेंट एक्ट के तहत महिलाओं को साल में तीन दिन की पीरियड लीव मिलती है, हालांकि इस दौरान उन्हें आधी सैलरी दी जाती है। दक्षिण कोरिया: महिलाओं को हर माह एक दिन की छुट्टी मिलती है और अगर कर्मचारी यह अवकाश नहीं लेती तो कंपनियां अतिरिक्त भुगतान करती हैं। जाम्बिया : इसे मदर्स डे कहा जाता है, जहां महिलाएं बिना पूर्व सूचना के महीने में एक दिन की छुट्टी ले सकती हैं। वियतनाम : महिलाओं को पीरियड्स के दौरान रोजाना 30 मिनट का ब्रेक या तीन दिन की छुट्टी मिलती है। स्पेन :यहां की सरकार ने 2023 में कानून बनाकर महिलाओं को तेज दर्द या स्वास्थ्य समस्या होने पर 3-5 तक की पीरियड लीव देने का प्रावधान किया है, जिसका खर्च सरकार उठाती है।: [897, 1963, 1278, 2229]
detail-row: इन स्थानों पर रहे– एसडीएम लखनादौन जिला सिवनी, सीईओ जिला पंचायत टीकमगढ़।: [36, 392, 266, 418]
woody-pepper-photo: [433, 276, 881, 535]
hourglass-icon: [45, 1482, 101, 1544]
country-item: जापान : 1947 से सेइरी क्युका नाम से पीरियड्स लीव का प्रावधान है, हालांकि यह कंपनियों पर निर्भर करता है कि वे इसे पेड रखें या नहीं।: [897, 2034, 1078, 2070]
quote-author: - राहुल गांधी, नेता प्रतिपक्ष, लोकसभा: [657, 92, 806, 104]
parliament-byline: पीपुल्स ब्यूरो नई दिल्ली: [303, 802, 482, 820]
brief-body: नई दिल्ली। केरल विधानसभा चुनाव को लेकर एनडीए ने बड़ा फैसला लिया है। भाजपा के नेतृत्व में एनडीए सभी 140 सीटों पर चुनाव लड़ेगा, लेकिन इस बार किसी भी नेता को मुख्यमंत्री पद का चेहरा घोषित नहीं किया जाएगा। गठबंधन चुनाव पीएम मोदी के नाम व विकास के मुद्दे पर लड़ेगा। चुनावी पोस्टरों में मोदी के साथ केरल भाजपा अध्यक्ष राजीव चंद्रशेखर, साबू एम. जैकब और भारतीय जन धर्म सेना के प्रमुख टी. वेल्लापेल्ली के चेहरे नजर आएंगे।: [29, 642, 289, 731]
brief-item: [29, 889, 289, 1009]
detail-row: चयन हुआ– भारतीय प्रशासनिक सेवा: [36, 348, 175, 360]
